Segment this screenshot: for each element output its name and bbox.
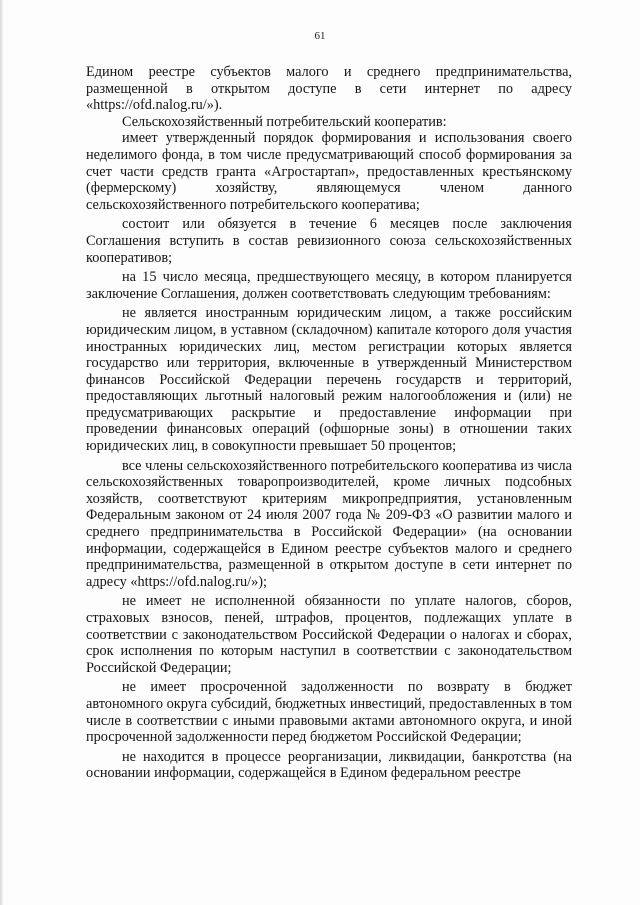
paragraph-4: на 15 число месяца, предшествующего месяцу, в котором планируется заключение Соглашения, должен соответствовать следующим требованиям: xyxy=(86,269,572,302)
paragraph-0: Едином реестре субъектов малого и среднего предпринимательства, размещенной в открытом доступе в сети интернет по адресу «https://ofd.nalog.ru/»). xyxy=(86,64,572,114)
paragraph-5: не является иностранным юридическим лицом, а также российским юридическим лицом, в уставном (складочном) капитале которого доля участия иностранных юридических лиц, местом регистрации которых является государство или территория, включенные в утвержденный Министерством финансов Российской Федерации перечень государств и территорий, предоставляющих льготный налоговый режим налогообложения и (или) не предусматривающих раскрытие и предоставление информации при проведении финансовых операций (офшорные зоны) в отношении таких юридических лиц, в совокупности превышает 50 процентов; xyxy=(86,305,572,455)
document-body xyxy=(86,64,572,782)
page-number: 61 xyxy=(314,30,326,42)
paragraph-1: Сельскохозяйственный потребительский кооператив: xyxy=(122,113,447,130)
scan-edge-left xyxy=(0,0,3,905)
paragraph-3: состоит или обязуется в течение 6 месяцев после заключения Соглашения вступить в состав ревизионного союза сельскохозяйственных кооперативов; xyxy=(86,216,572,266)
paragraph-9: не находится в процессе реорганизации, ликвидации, банкротства (на основании информации, содержащейся в Едином федеральном реестре xyxy=(86,748,572,782)
paragraph-2: имеет утвержденный порядок формирования и использования своего неделимого фонда, в том числе предусматривающий способ формирования за счет части средств гранта «Агростартап», предоставленных крестьянскому (фермерскому) хозяйству, являющемуся членом данного сельскохозяйственного потребительского кооператива; xyxy=(86,130,572,213)
paragraph-6: все члены сельскохозяйственного потребительского кооператива из числа сельскохозяйственных товаропроизводителей, кроме личных подсобных хозяйств, соответствуют критериям микропредприятия, установленным Федеральным законом от 24 июля 2007 года № 209-ФЗ «О развитии малого и среднего предпринимательства в Российской Федерации» (на основании информации, содержащейся в Едином реестре субъектов малого и среднего предпринимательства, размещенной в открытом доступе в сети интернет по адресу «https://ofd.nalog.ru/»); xyxy=(86,457,572,590)
paragraph-8: не имеет просроченной задолженности по возврату в бюджет автономного округа субсидий, бюджетных инвестиций, предоставленных в том числе в соответствии с иными правовыми актами автономного округа, и иной просроченной задолженности перед бюджетом Российской Федерации; xyxy=(86,679,572,746)
paragraph-7: не имеет не исполненной обязанности по уплате налогов, сборов, страховых взносов, пеней, штрафов, процентов, подлежащих уплате в соответствии с законодательством Российской Федерации о налогах и сборах, срок исполнения по которым наступил в соответствии с законодательством Российской Федерации; xyxy=(86,593,572,676)
